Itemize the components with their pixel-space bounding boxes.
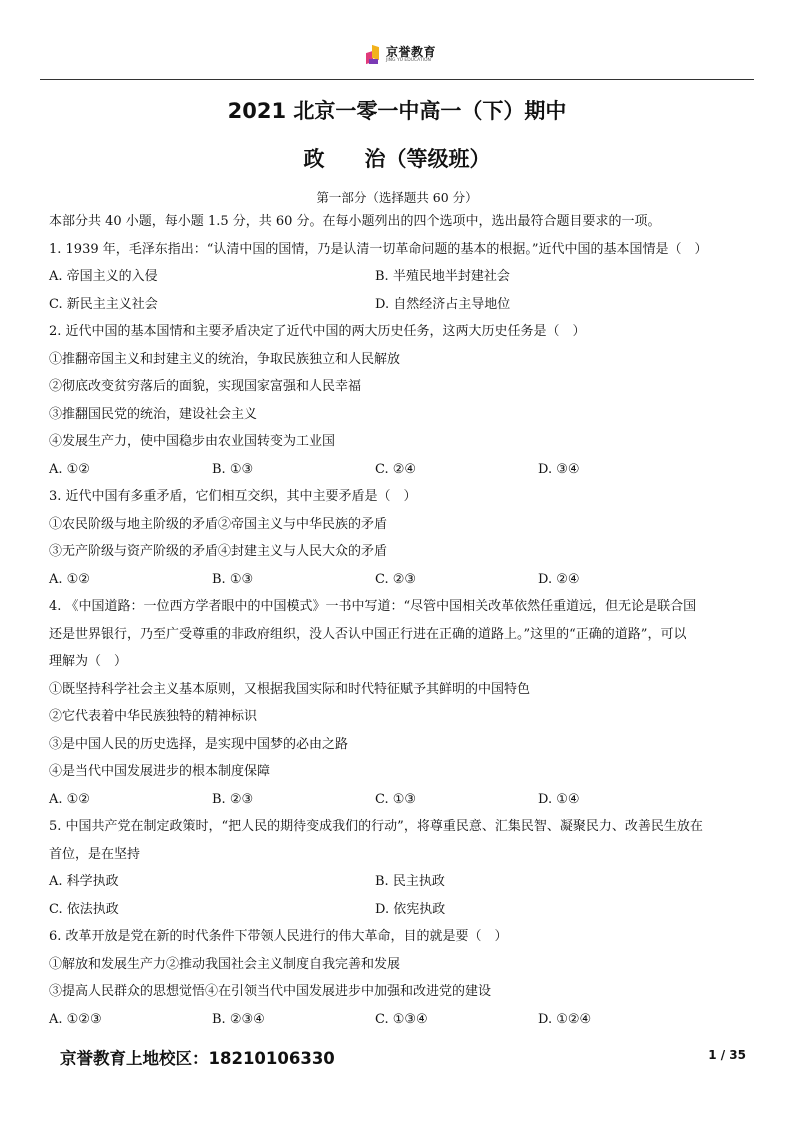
option-c: C. 新民主主义社会: [49, 296, 158, 312]
question-3-item-1: ①农民阶级与地主阶级的矛盾②帝国主义与中华民族的矛盾: [49, 516, 388, 532]
question-2-item-1: ①推翻帝国主义和封建主义的统治，争取民族独立和人民解放: [49, 351, 401, 367]
exam-title: 2021 北京一零一中高一（下）期中: [227, 99, 567, 123]
option-c: C. ①③④: [375, 1011, 428, 1027]
exam-subtitle: [0, 143, 794, 173]
question-3-stem: 3. 近代中国有多重矛盾，它们相互交织，其中主要矛盾是（ ）: [49, 489, 417, 504]
option-b: B. ①③: [212, 461, 254, 477]
subtitle-right: 治（等级班）: [364, 147, 491, 171]
option-c: C. ①③: [375, 791, 417, 807]
question-4-item-4: ④是当代中国发展进步的根本制度保障: [49, 764, 271, 779]
question-4-stem-line-2: 还是世界银行，乃至广受尊重的非政府组织，没人否认中国正行进在正确的道路上。”这里的“正确的道路”，可以: [49, 626, 687, 642]
question-2-item-2: ②彻底改变贫穷落后的面貌，实现国家富强和人民幸福: [49, 379, 362, 394]
header-divider: [40, 79, 754, 80]
option-b: B. ②③④: [212, 1011, 265, 1027]
question-5-stem-line-1: 5. 中国共产党在制定政策时，“把人民的期待变成我们的行动”，将尊重民意、汇集民智、凝聚民力、改善民生放在: [49, 819, 703, 834]
question-4-item-3: ③是中国人民的历史选择，是实现中国梦的必由之路: [49, 736, 349, 752]
option-c: C. 依法执政: [49, 901, 119, 917]
option-a: A. ①②: [49, 791, 90, 807]
logo-mark-icon: [366, 44, 382, 66]
question-4-stem-line-3: 理解为（ ）: [49, 654, 128, 669]
question-5-options: [49, 868, 757, 896]
option-d: D. ③④: [538, 461, 580, 477]
question-1-stem: 1. 1939 年，毛泽东指出：“认清中国的国情，乃是认清一切革命问题的基本的根据。”近代中国的基本国情是（ ）: [49, 241, 708, 257]
part-heading: 第一部分（选择题共 60 分）: [316, 190, 478, 205]
option-a: A. 科学执政: [49, 874, 119, 889]
option-c: C. ②④: [375, 461, 417, 477]
subtitle-left: 政: [303, 147, 325, 171]
question-3-item-2: ③无产阶级与资产阶级的矛盾④封建主义与人民大众的矛盾: [49, 544, 388, 559]
page-number: 1 / 35: [708, 1048, 746, 1062]
option-a: A. ①②③: [49, 1011, 102, 1027]
option-d: D. 自然经济占主导地位: [375, 296, 511, 312]
option-b: B. 半殖民地半封建社会: [375, 269, 510, 284]
question-4-item-2: ②它代表着中华民族独特的精神标识: [49, 709, 258, 724]
question-6-options: [49, 1006, 757, 1034]
option-a: A. ①②: [49, 571, 90, 587]
instructions: 本部分共 40 小题，每小题 1.5 分，共 60 分。在每小题列出的四个选项中，选出最符合题目要求的一项。: [49, 214, 661, 229]
option-b: B. ②③: [212, 791, 254, 807]
question-6-stem: 6. 改革开放是党在新的时代条件下带领人民进行的伟大革命，目的就是要（ ）: [49, 929, 508, 944]
question-4-stem-line-1: 4. 《中国道路：一位西方学者眼中的中国模式》一书中写道：“尽管中国相关改革依然任重道远，但无论是联合国: [49, 599, 697, 614]
option-d: D. ②④: [538, 571, 580, 587]
brand-logo: [366, 44, 436, 66]
option-d: D. ①④: [538, 791, 580, 807]
option-a: A. ①②: [49, 461, 90, 477]
question-2-item-3: ③推翻国民党的统治，建设社会主义: [49, 406, 258, 422]
question-5-stem-line-2: 首位，是在坚持: [49, 846, 141, 862]
question-3-options: [49, 566, 757, 594]
option-d: D. 依宪执政: [375, 901, 446, 917]
question-2-options: [49, 456, 757, 484]
question-6-item-1: ①解放和发展生产力②推动我国社会主义制度自我完善和发展: [49, 956, 401, 972]
option-b: B. 民主执政: [375, 874, 445, 889]
question-list: [49, 208, 757, 1033]
question-6-item-2: ③提高人民群众的思想觉悟④在引领当代中国发展进步中加强和改进党的建设: [49, 984, 492, 999]
question-1-options-row2: [49, 291, 757, 319]
question-4-item-1: ①既坚持科学社会主义基本原则，又根据我国实际和时代特征赋予其鲜明的中国特色: [49, 681, 531, 697]
question-2-stem: 2. 近代中国的基本国情和主要矛盾决定了近代中国的两大历史任务，这两大历史任务是（ ）: [49, 324, 586, 339]
option-d: D. ①②④: [538, 1011, 592, 1027]
question-4-options: [49, 786, 757, 814]
question-2-item-4: ④发展生产力，使中国稳步由农业国转变为工业国: [49, 434, 336, 449]
logo-english: JING YU EDUCATION: [386, 58, 431, 64]
option-a: A. 帝国主义的入侵: [49, 269, 158, 284]
footer-contact: 京誉教育上地校区：18210106330: [60, 1049, 335, 1068]
question-5-options-row2: [49, 896, 757, 924]
logo-name: 京誉教育: [386, 45, 437, 60]
option-b: B. ①③: [212, 571, 254, 587]
option-c: C. ②③: [375, 571, 417, 587]
question-1-options: [49, 263, 757, 291]
